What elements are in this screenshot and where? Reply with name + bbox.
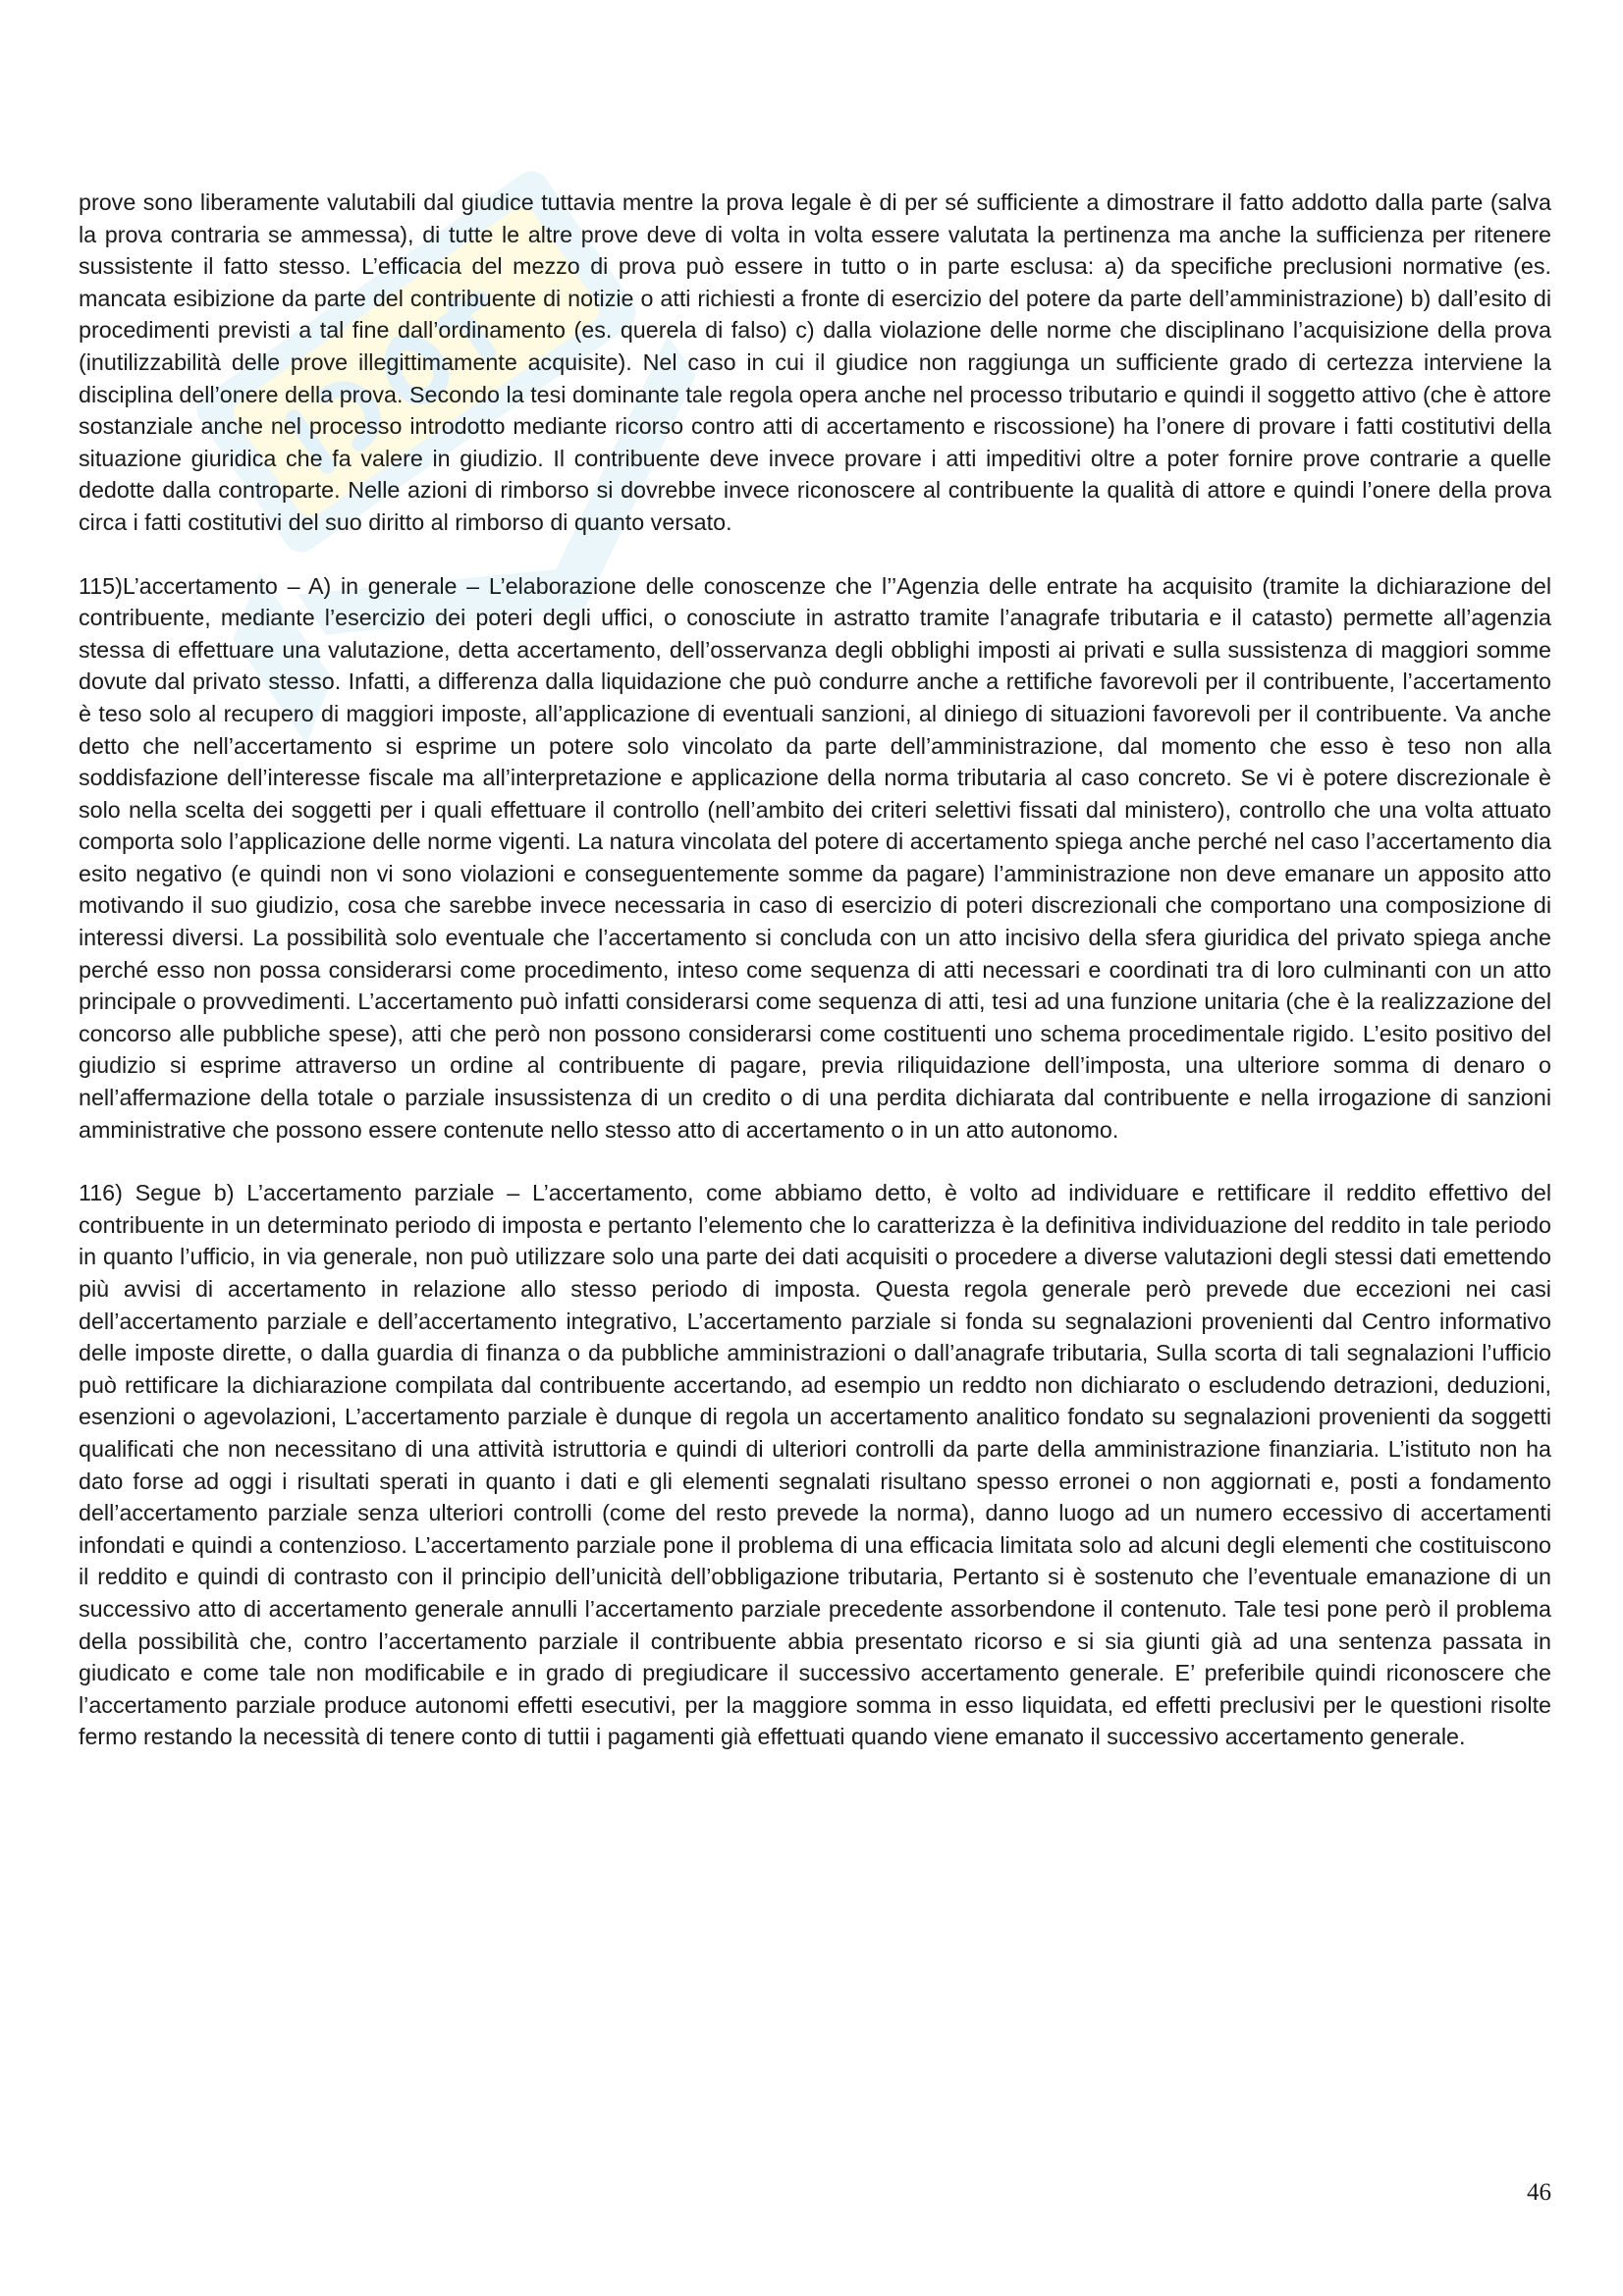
paragraph-burden-of-proof: prove sono liberamente valutabili dal giudice tuttavia mentre la prova legale è di per sé sufficiente a dimostrare il fatto addotto dalla parte (salva la prova contraria se ammessa), di tutte le altre prove deve di volta in volta essere valutata la pertinenza ma anche la sufficienza per ritenere sussistente il fatto stesso. L’efficacia del mezzo di prova può essere in tutto o in parte esclusa: a) da specifiche preclusioni normative (es. mancata esibizione da parte del contribuente di notizie o atti richiesti a fronte di esercizio del potere da parte dell’amministrazione) b) dall’esito di procedimenti previsti a tal fine dall’ordinamento (es. querela di falso) c) dalla violazione delle norme che disciplinano l’acquisizione della prova (inutilizzabilità delle prove illegittimamente acquisite). Nel caso in cui il giudice non raggiunga un sufficiente grado di certezza interviene la disciplina dell’onere della prova. Secondo la tesi dominante tale regola opera anche nel processo tributario e quindi il soggetto attivo (che è attore sostanziale anche nel processo introdotto mediante ricorso contro atti di accertamento e riscossione) ha l’onere di provare i fatti costitutivi della situazione giuridica che fa valere in giudizio. Il contribuente deve invece provare i atti impeditivi oltre a poter fornire prove contrarie a quelle dedotte dalla controparte. Nelle azioni di rimborso si dovrebbe invece riconoscere al contribuente la qualità di attore e quindi l’onere della prova circa i fatti costitutivi del suo diritto al rimborso di quanto versato. bbox=[79, 189, 1551, 535]
page-number: 46 bbox=[1527, 2179, 1551, 2206]
paragraph-116-accertamento-parziale: 116) Segue b) L’accertamento parziale – L’accertamento, come abbiamo detto, è volto ad individuare e rettificare il reddito effettivo del contribuente in un determinato periodo di imposta e pertanto l’elemento che lo caratterizza è la definitiva individuazione del reddito in tale periodo in quanto l’ufficio, in via generale, non può utilizzare solo una parte dei dati acquisiti o procedere a diverse valutazioni degli stessi dati emettendo più avvisi di accertamento in relazione allo stesso periodo di imposta. Questa regola generale però prevede due eccezioni nei casi dell’accertamento parziale e dell’accertamento integrativo, L’accertamento parziale si fonda su segnalazioni provenienti dal Centro informativo delle imposte dirette, o dalla guardia di finanza o da pubbliche amministrazioni o dall’anagrafe tributaria, Sulla scorta di tali segnalazioni l’ufficio può rettificare la dichiarazione compilata dal contribuente accertando, ad esempio un reddto non dichiarato o escludendo detrazioni, deduzioni, esenzioni o agevolazioni, L’accertamento parziale è dunque di regola un accertamento analitico fondato su segnalazioni provenienti da soggetti qualificati che non necessitano di una attività istruttoria e quindi di ulteriori controlli da parte della amministrazione finanziaria. L’istituto non ha dato forse ad oggi i risultati sperati in quanto i dati e gli elementi segnalati risultano spesso erronei o non aggiornati e, posti a fondamento dell’accertamento parziale senza ulteriori controlli (come del resto prevede la norma), danno luogo ad un numero eccessivo di accertamenti infondati e quindi a contenzioso. L’accertamento parziale pone il problema di una efficacia limitata solo ad alcuni degli elementi che costituiscono il reddito e quindi di contrasto con il principio dell’unicità dell’obbligazione tributaria, Pertanto si è sostenuto che l’eventuale emanazione di un successivo atto di accertamento generale annulli l’accertamento parziale precedente assorbendone il contenuto. Tale tesi pone però il problema della possibilità che, contro l’accertamento parziale il contribuente abbia presentato ricorso e si sia giunti già ad una sentenza passata in giudicato e come tale non modificabile e in grado di pregiudicare il successivo accertamento generale. E’ preferibile quindi riconoscere che l’accertamento parziale produce autonomi effetti esecutivi, per la maggiore somma in esso liquidata, ed effetti preclusivi per le questioni risolte fermo restando la necessità di tenere conto di tuttii i pagamenti già effettuati quando viene emanato il successivo accertamento generale. bbox=[79, 1180, 1551, 1750]
paragraph-115-accertamento: 115)L’accertamento – A) in generale – L’elaborazione delle conoscenze che l’’Agenzia delle entrate ha acquisito (tramite la dichiarazione del contribuente, mediante l’esercizio dei poteri degli uffici, o conosciute in astratto tramite l’anagrafe tributaria e il catasto) permette all’agenzia stessa di effettuare una valutazione, detta accertamento, dell’osservanza degli obblighi imposti ai privati e sulla sussistenza di maggiori somme dovute dal privato stesso. Infatti, a differenza dalla liquidazione che può condurre anche a rettifiche favorevoli per il contribuente, l’accertamento è teso solo al recupero di maggiori imposte, all’applicazione di eventuali sanzioni, al diniego di situazioni favorevoli per il contribuente. Va anche detto che nell’accertamento si esprime un potere solo vincolato da parte dell’amministrazione, dal momento che esso è teso non alla soddisfazione dell’interesse fiscale ma all’interpretazione e applicazione della norma tributaria al caso concreto. Se vi è potere discrezionale è solo nella scelta dei soggetti per i quali effettuare il controllo (nell’ambito dei criteri selettivi fissati dal ministero), controllo che una volta attuato comporta solo l’applicazione delle norme vigenti. La natura vincolata del potere di accertamento spiega anche perché nel caso l’accertamento dia esito negativo (e quindi non vi sono violazioni e conseguentemente somme da pagare) l’amministrazione non deve emanare un apposito atto motivando il suo giudizio, cosa che sarebbe invece necessaria in caso di esercizio di poteri discrezionali che comportano una composizione di interessi diversi. La possibilità solo eventuale che l’accertamento si concluda con un atto incisivo della sfera giuridica del privato spiega anche perché esso non possa considerarsi come procedimento, inteso come sequenza di atti necessari e coordinati tra di loro culminanti con un atto principale o provvedimenti. L’accertamento può infatti considerarsi come sequenza di atti, tesi ad una funzione unitaria (che è la realizzazione del concorso alle pubbliche spese), atti che però non possono considerarsi come costituenti uno schema procedimentale rigido. L’esito positivo del giudizio si esprime attraverso un ordine al contribuente di pagare, previa riliquidazione dell’imposta, una ulteriore somma di denaro o nell’affermazione della totale o parziale insussistenza di un credito o di una perdita dichiarata dal contribuente e nella irrogazione di sanzioni amministrative che possono essere contenute nello stesso atto di accertamento o in un atto autonomo. bbox=[79, 572, 1551, 1143]
document-body bbox=[79, 187, 1551, 1785]
